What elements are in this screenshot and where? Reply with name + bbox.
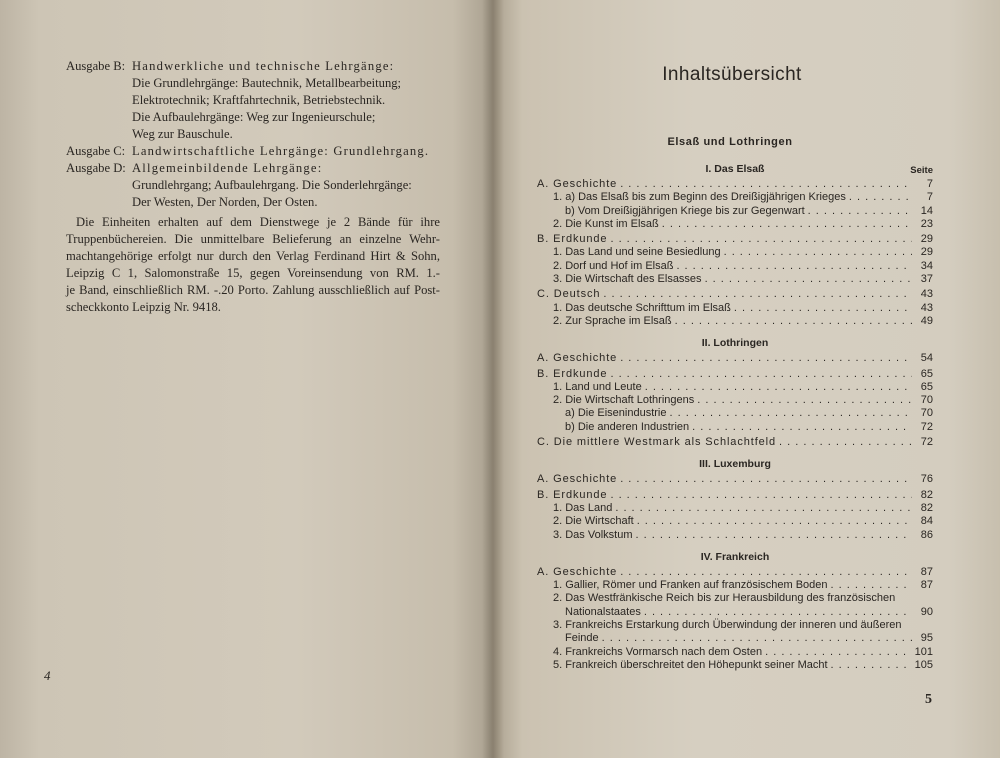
toc-entry[interactable] [537, 352, 933, 365]
edition-entry [66, 160, 456, 211]
toc-entry-page: 54 [920, 352, 933, 365]
toc-entry-page: 87 [920, 579, 933, 592]
toc-leader-dots [620, 473, 912, 486]
toc-entry-page: 84 [920, 515, 933, 528]
toc-entry-page: 29 [920, 233, 933, 246]
toc-entry-label: b) Vom Dreißigjährigen Kriege bis zur Gegenwart [565, 204, 805, 217]
paragraph-line: Leipzig C 1, Salomonstraße 15, gegen Voreinsendung von RM. 1.- [66, 266, 440, 280]
toc-entry-label: Nationalstaates [565, 605, 641, 618]
toc-entry-page: 23 [920, 217, 933, 230]
toc-entry-label: b) Die anderen Industrien [565, 420, 690, 433]
edition-entry [66, 143, 456, 160]
distribution-paragraph [66, 214, 440, 316]
toc-entry-page: 95 [920, 632, 933, 645]
toc-section-heading [537, 455, 933, 473]
toc-section-heading-text: III. Luxemburg [699, 458, 771, 471]
edition-content [132, 160, 456, 211]
paragraph-line: je Band, einschließlich RM. -.20 Porto. Zahlung ausschließlich auf Post- [66, 283, 440, 297]
toc-entry-page: 87 [920, 565, 933, 578]
toc-leader-dots [705, 273, 912, 286]
toc-leader-dots [676, 260, 912, 273]
toc-entry-page: 29 [920, 246, 933, 259]
toc-section-heading-text: II. Lothringen [701, 337, 769, 350]
part-title: Elsaß und Lothringen [667, 136, 793, 148]
toc-entry[interactable] [537, 288, 933, 301]
toc-leader-dots [779, 436, 912, 449]
toc-entry-label: A. Geschichte [537, 352, 618, 365]
toc-leader-dots [662, 218, 912, 231]
toc-entry-page: 43 [920, 288, 933, 301]
toc-entry[interactable] [537, 489, 933, 502]
edition-content [132, 58, 456, 143]
edition-line: Grundlehrgang; Aufbaulehrgang. Die Sonderlehrgänge: [132, 178, 412, 192]
toc-entry[interactable] [537, 233, 933, 246]
toc-entry-page: 65 [920, 367, 933, 380]
edition-line: Weg zur Bauschule. [132, 127, 233, 141]
toc-leader-dots [602, 632, 912, 645]
toc-entry-page: 86 [920, 528, 933, 541]
toc-title: Inhaltsübersicht [662, 64, 802, 85]
edition-line: Die Grundlehrgänge: Bautechnik, Metallbearbeitung; [132, 76, 402, 90]
toc-entry-page: 76 [920, 473, 933, 486]
editions-list [66, 58, 456, 211]
toc-entry[interactable] [537, 659, 933, 672]
toc-entry[interactable] [537, 646, 933, 659]
edition-line: Elektrotechnik; Kraftfahrtechnik, Betriebstechnik. [132, 93, 386, 107]
toc-entry-page: 90 [920, 605, 933, 618]
toc-entry[interactable] [537, 592, 933, 605]
edition-label: Ausgabe B: [66, 59, 126, 73]
toc-leader-dots [831, 579, 912, 592]
toc-leader-dots [615, 502, 912, 515]
toc-entry-label: Feinde [565, 632, 599, 645]
toc-entry-page: 101 [914, 645, 933, 658]
toc-entry[interactable] [537, 218, 933, 231]
toc-entry[interactable] [537, 619, 933, 632]
toc-entry[interactable] [537, 502, 933, 515]
toc-entry[interactable] [537, 246, 933, 259]
toc-leader-dots [734, 302, 912, 315]
paragraph-line: scheckkonto Leipzig Nr. 9418. [66, 300, 221, 314]
toc-leader-dots [670, 407, 913, 420]
toc-leader-dots [620, 178, 912, 191]
toc-entry[interactable] [537, 315, 933, 328]
edition-label: Ausgabe C: [66, 144, 126, 158]
toc-entry[interactable] [537, 421, 933, 434]
toc-leader-dots [635, 529, 912, 542]
toc-entry-page: 72 [920, 436, 933, 449]
toc-entry-label: A. Geschichte [537, 178, 618, 190]
toc-entry-label: 3. Frankreichs Erstarkung durch Überwindung der inneren und äußeren [553, 619, 902, 632]
toc-entry-label: 5. Frankreich überschreitet den Höhepunkt seiner Macht [553, 658, 828, 671]
edition-line: Landwirtschaftliche Lehrgänge: Grundlehrgang. [132, 144, 430, 158]
edition-line: Der Westen, Der Norden, Der Osten. [132, 195, 318, 209]
toc-section-heading [537, 548, 933, 566]
toc-entry-page: 49 [920, 314, 933, 327]
toc-leader-dots [610, 489, 912, 502]
toc-entry-label: 1. Gallier, Römer und Franken auf französischem Boden [553, 579, 828, 592]
toc-leader-dots [765, 646, 912, 659]
toc-entry[interactable] [537, 436, 933, 449]
toc-entry-label: 3. Das Volkstum [553, 528, 633, 541]
toc-entry-label: 2. Das Westfränkische Reich bis zur Herausbildung des französischen [553, 592, 896, 605]
toc-entry-page: 43 [920, 301, 933, 314]
toc-entry-label: a) Die Eisenindustrie [565, 407, 667, 420]
toc-entry-page: 70 [920, 394, 933, 407]
toc-entry-page: 34 [920, 259, 933, 272]
toc-leader-dots [697, 394, 912, 407]
toc-entry-label: C. Die mittlere Westmark als Schlachtfeld [537, 436, 777, 449]
edition-content [132, 143, 456, 160]
toc-entry[interactable] [537, 368, 933, 381]
toc-section-heading [537, 160, 933, 178]
toc-entry[interactable] [537, 302, 933, 315]
toc-entry-label: 3. Die Wirtschaft des Elsasses [553, 273, 702, 286]
edition-entry [66, 58, 456, 143]
toc-entry-page: 65 [920, 380, 933, 393]
toc-section-heading-text: IV. Frankreich [700, 550, 770, 563]
toc-entry-page: 7 [926, 191, 933, 204]
edition-line: Die Aufbaulehrgänge: Weg zur Ingenieurschule; [132, 110, 376, 124]
toc-entry[interactable] [537, 178, 933, 191]
toc-entry[interactable] [537, 407, 933, 420]
toc-entry[interactable] [537, 381, 933, 394]
toc-entry-page: 14 [920, 204, 933, 217]
toc-leader-dots [620, 566, 912, 579]
toc-entry[interactable] [537, 205, 933, 218]
toc-entry-label: A. Geschichte [537, 565, 618, 578]
seite-label: Seite [910, 165, 933, 176]
toc-entry-label: 2. Dorf und Hof im Elsaß [553, 259, 674, 272]
toc-entry-page: 105 [914, 658, 933, 671]
toc-entry-label: 2. Die Wirtschaft [553, 515, 634, 528]
toc-entry-label: 1. Das deutsche Schrifttum im Elsaß [553, 301, 731, 314]
toc-entry-label: C. Deutsch [537, 288, 601, 301]
toc-entry-page: 72 [920, 420, 933, 433]
paragraph-line: Truppenbüchereien. Die unmittelbare Belieferung an einzelne Wehr- [66, 232, 440, 246]
edition-line: Allgemeinbildende Lehrgänge: [132, 161, 323, 175]
left-page [0, 0, 492, 758]
edition-label: Ausgabe D: [66, 161, 126, 175]
toc-section-heading-text: I. Das Elsaß [705, 163, 765, 175]
paragraph-line: machtangehörige erfolgt nur durch den Verlag Ferdinand Hirt & Sohn, [66, 249, 440, 263]
page-number-right: 5 [925, 692, 932, 707]
toc-entry[interactable] [537, 394, 933, 407]
toc-entry-label: 2. Zur Sprache im Elsaß [553, 314, 672, 327]
toc-entry-page: 7 [926, 178, 933, 190]
toc-entry[interactable] [537, 529, 933, 542]
toc-entry-page: 37 [920, 273, 933, 286]
toc-leader-dots [644, 606, 912, 619]
paragraph-line: Die Einheiten erhalten auf dem Dienstwege je 2 Bände für ihre [76, 215, 440, 229]
toc-leader-dots [645, 381, 912, 394]
toc-leader-dots [849, 191, 912, 204]
toc-entry-page: 70 [920, 407, 933, 420]
toc-entry[interactable] [537, 273, 933, 286]
toc-entry-label: 1. a) Das Elsaß bis zum Beginn des Dreißigjährigen Krieges [553, 191, 846, 204]
toc-leader-dots [692, 421, 912, 434]
toc-entry[interactable] [537, 632, 933, 645]
table-of-contents [537, 160, 933, 672]
toc-leader-dots [675, 315, 912, 328]
toc-entry[interactable] [537, 260, 933, 273]
toc-leader-dots [831, 659, 912, 672]
toc-leader-dots [637, 515, 912, 528]
toc-entry-page: 82 [920, 501, 933, 514]
toc-entry[interactable] [537, 579, 933, 592]
page-number-left: 4 [44, 668, 51, 683]
toc-entry-label: 2. Die Kunst im Elsaß [553, 217, 659, 230]
toc-entry-label: 1. Das Land [553, 501, 613, 514]
toc-entry[interactable] [537, 515, 933, 528]
toc-leader-dots [620, 352, 912, 365]
toc-entry[interactable] [537, 473, 933, 486]
edition-line: Handwerkliche und technische Lehrgänge: [132, 59, 395, 73]
toc-leader-dots [724, 246, 912, 259]
toc-entry-label: B. Erdkunde [537, 367, 608, 380]
book-gutter [482, 0, 504, 758]
toc-leader-dots [808, 205, 912, 218]
toc-entry-label: A. Geschichte [537, 473, 618, 486]
toc-entry[interactable] [537, 566, 933, 579]
toc-leader-dots [610, 233, 912, 246]
toc-entry-label: 1. Das Land und seine Besiedlung [553, 246, 721, 259]
toc-entry-label: B. Erdkunde [537, 488, 608, 501]
toc-section-heading [537, 334, 933, 352]
toc-leader-dots [610, 368, 912, 381]
toc-entry-page: 82 [920, 488, 933, 501]
toc-entry-label: B. Erdkunde [537, 233, 608, 246]
toc-entry-label: 2. Die Wirtschaft Lothringens [553, 394, 695, 407]
toc-entry-label: 4. Frankreichs Vormarsch nach dem Osten [553, 645, 763, 658]
toc-entry[interactable] [537, 191, 933, 204]
toc-leader-dots [603, 288, 912, 301]
toc-entry[interactable] [537, 606, 933, 619]
toc-entry-label: 1. Land und Leute [553, 380, 642, 393]
